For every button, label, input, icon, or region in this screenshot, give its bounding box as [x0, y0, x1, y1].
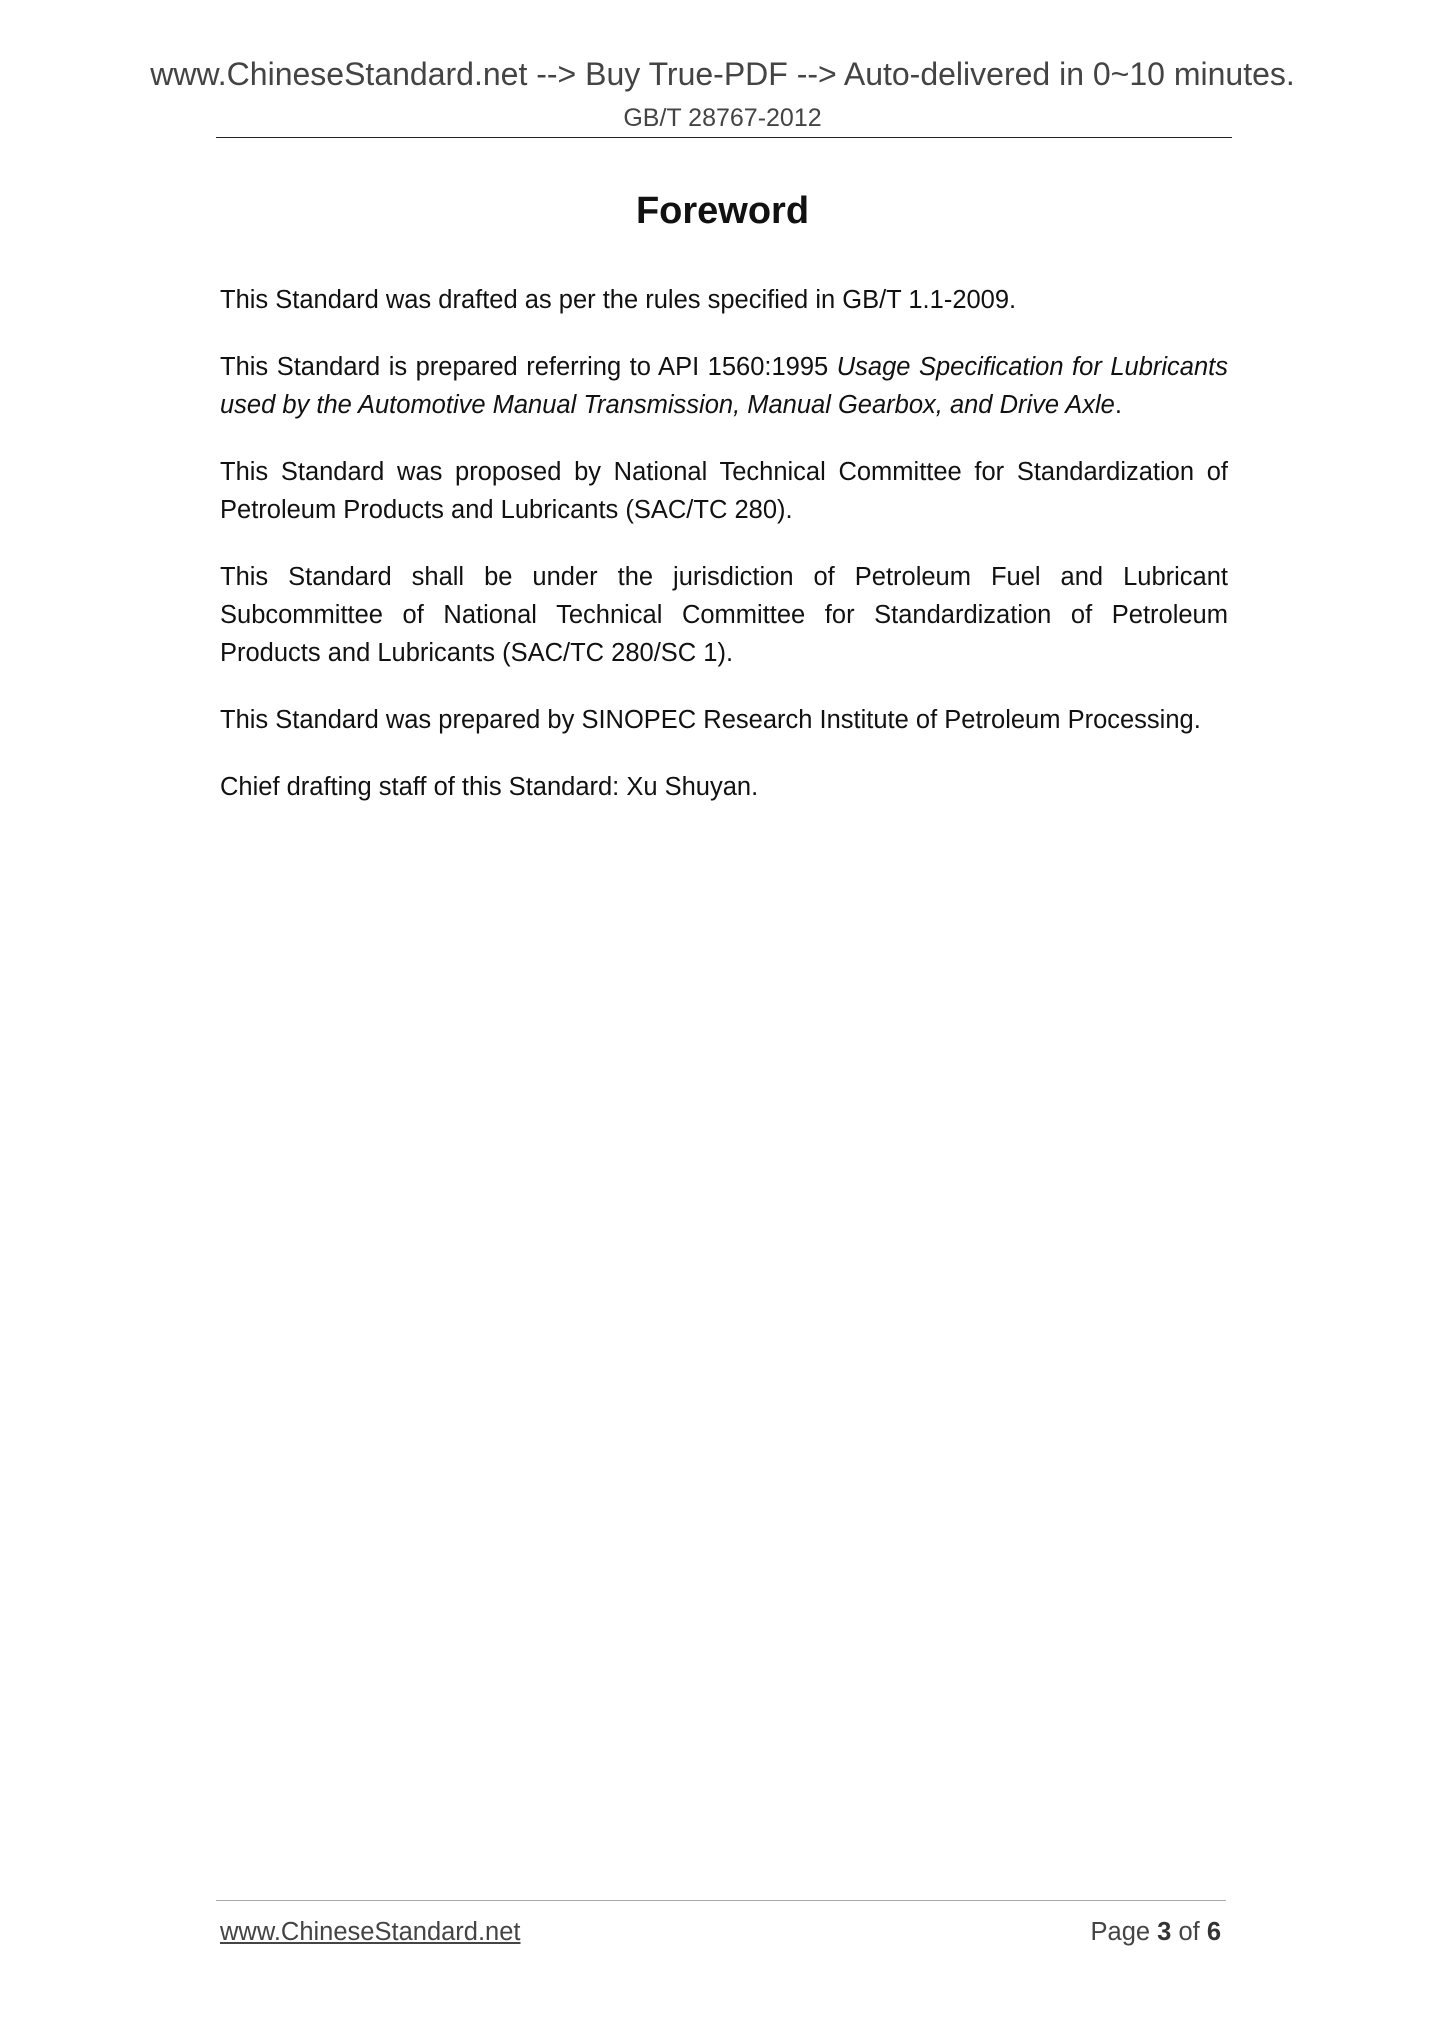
paragraph-proposer: This Standard was proposed by National Technical Committee for Standardization of Petroleum Products and Lubricants (SAC/TC 280). [220, 458, 1228, 524]
reference-prefix: This Standard is prepared referring to API 1560:1995 [220, 353, 837, 381]
site-banner: www.ChineseStandard.net --> Buy True-PDF --> Auto-delivered in 0~10 minutes. [150, 56, 1295, 92]
page-current: 3 [1157, 1918, 1172, 1946]
header-divider [216, 137, 1232, 138]
footer-site-link[interactable]: www.ChineseStandard.net [220, 1918, 521, 1946]
page-title: Foreword [635, 190, 810, 232]
reference-suffix: . [1114, 391, 1122, 419]
page-label: Page [1090, 1918, 1151, 1946]
foreword-body [220, 281, 1228, 835]
paragraph-drafting-staff: Chief drafting staff of this Standard: Xu Shuyan. [220, 773, 759, 801]
footer-divider [216, 1900, 1226, 1901]
page-total: 6 [1206, 1918, 1221, 1946]
page-of: of [1178, 1918, 1200, 1946]
paragraph-reference [220, 348, 1228, 424]
paragraph-jurisdiction: This Standard shall be under the jurisdiction of Petroleum Fuel and Lubricant Subcommittee of National Technical Committee for Standardization of Petroleum Products and Lubricants (SAC/TC 280/SC 1). [220, 563, 1228, 667]
standard-code: GB/T 28767-2012 [623, 104, 822, 132]
paragraph-preparer: This Standard was prepared by SINOPEC Research Institute of Petroleum Processing. [220, 706, 1201, 734]
reference-title: Usage Specification for Lubricants used by the Automotive Manual Transmission, Manual Gearbox, and Drive Axle [220, 353, 1228, 419]
paragraph-drafting-rules: This Standard was drafted as per the rules specified in GB/T 1.1-2009. [220, 286, 1017, 314]
page-number [1091, 1918, 1222, 1947]
